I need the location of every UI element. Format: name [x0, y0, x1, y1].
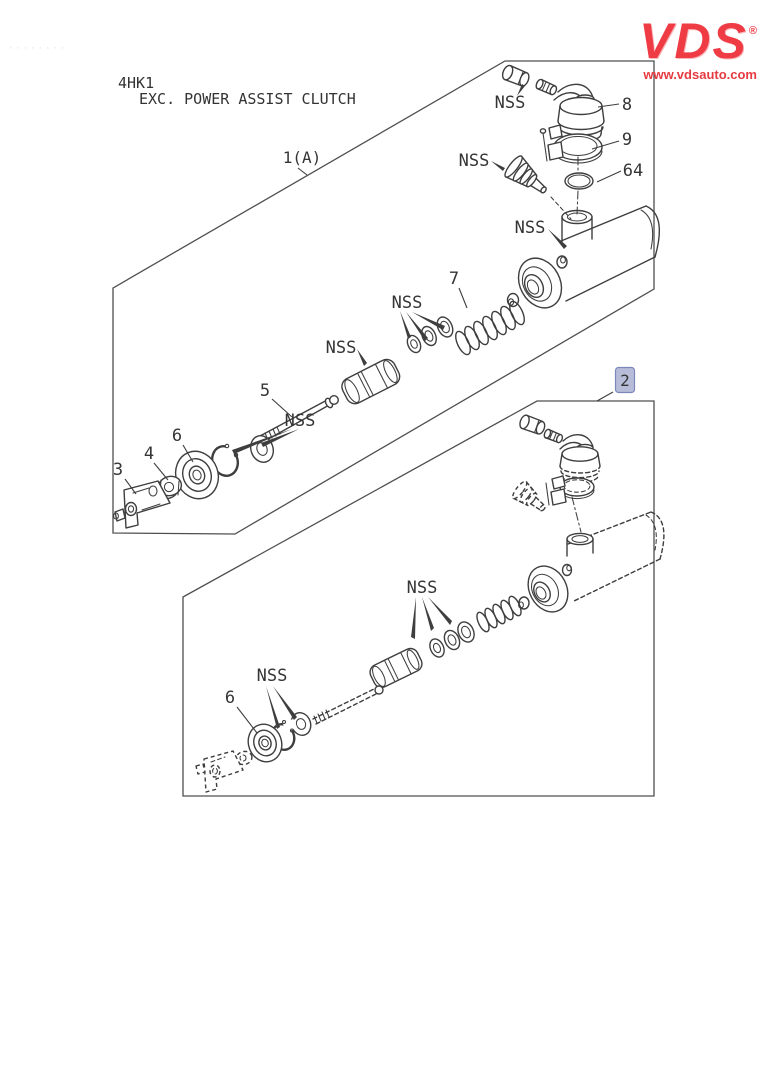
ref-label-1A: 1(A)	[282, 148, 322, 167]
callout-8: 8	[621, 95, 633, 115]
faint-watermark: ········	[8, 44, 68, 54]
callout-9: 9	[621, 130, 633, 150]
brand-website-link[interactable]: www.vdsauto.com	[643, 67, 757, 82]
callout-nss-snapring: NSS	[284, 411, 316, 431]
band-clamp-part-9	[540, 125, 602, 163]
callout-nss-snapring-2: NSS	[256, 666, 288, 686]
callout-6-2: 6	[224, 688, 236, 708]
boot-part-6	[169, 445, 225, 504]
push-rod-2	[313, 686, 383, 724]
piston-2	[367, 646, 424, 690]
callout-nss-seals: NSS	[391, 293, 423, 313]
reservoir-cap-2	[518, 414, 600, 482]
brand-logo-text: VDS	[639, 13, 748, 69]
grommet-2	[511, 480, 551, 518]
callout-nss-grommet: NSS	[458, 151, 490, 171]
seal-kit-nss-2	[427, 619, 477, 659]
callout-nss-cap-nut: NSS	[494, 93, 526, 113]
callout-nss-port: NSS	[514, 218, 546, 238]
clevis-2	[196, 751, 243, 792]
registered-mark: ®	[748, 25, 757, 37]
callout-nss-seals-2: NSS	[406, 578, 438, 598]
piston-nss-1	[339, 356, 403, 406]
callout-5: 5	[259, 381, 271, 401]
callout-4: 4	[143, 444, 155, 464]
leader-lines-2	[237, 392, 613, 733]
callout-nss-piston: NSS	[325, 338, 357, 358]
clevis-part-3	[114, 481, 170, 528]
callout-64: 64	[622, 161, 644, 181]
centerline-2	[572, 497, 581, 532]
model-code: 4HK1	[118, 74, 155, 92]
o-ring-part-64	[565, 173, 593, 189]
callout-3: 3	[112, 460, 124, 480]
callout-6: 6	[171, 426, 183, 446]
ref-badge-2[interactable]	[616, 368, 635, 393]
brand-logo	[639, 13, 757, 69]
callout-7: 7	[448, 269, 460, 289]
master-cylinder-body-2	[519, 512, 664, 619]
piston-spring-part-7	[453, 299, 528, 356]
band-clamp-2	[546, 476, 594, 505]
variant-note: EXC. POWER ASSIST CLUTCH	[139, 90, 356, 108]
piston-spring-2	[474, 595, 523, 634]
brand-block	[639, 13, 757, 82]
ref-label-2[interactable]: 2	[620, 371, 630, 390]
grommet-nss	[502, 154, 553, 202]
